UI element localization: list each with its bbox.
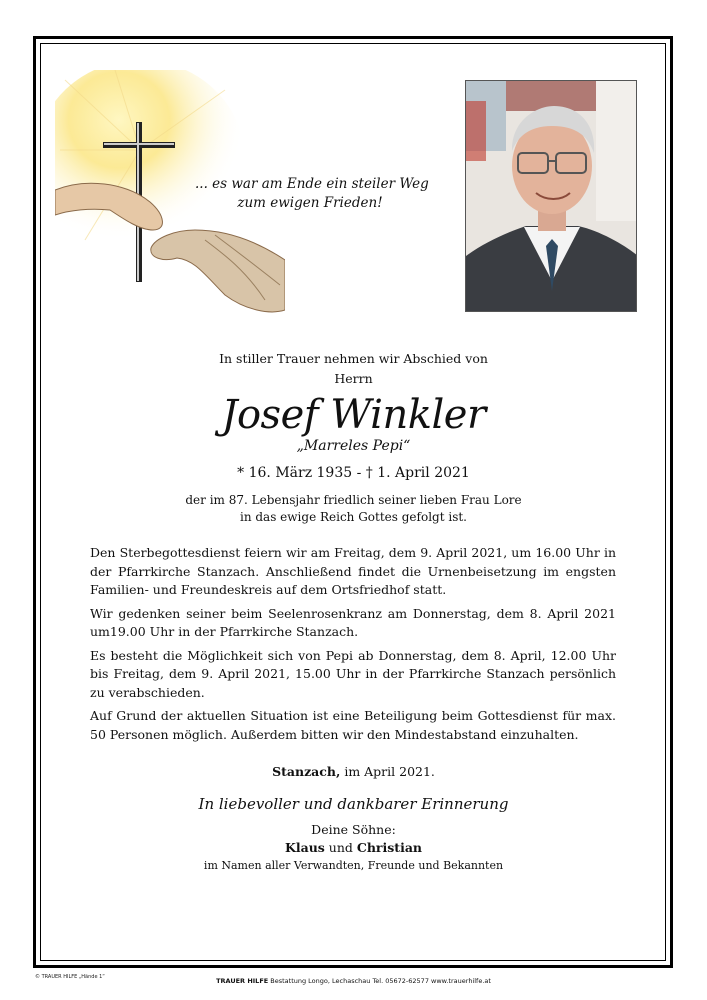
motto-line-2: zum ewigen Frieden!	[237, 195, 383, 211]
portrait-photo	[465, 80, 637, 312]
motto	[195, 175, 429, 213]
life-dates: * 16. März 1935 - † 1. April 2021	[237, 465, 470, 481]
intro-line: In stiller Trauer nehmen wir Abschied von	[219, 351, 488, 366]
salutation: Herrn	[334, 371, 373, 386]
announcement-body	[90, 544, 616, 749]
copyright-note: © TRAUER HILFE „Hände 1“	[35, 974, 105, 980]
footer-contact: Bestattung Longo, Lechaschau Tel. 05672-62577 www.trauerhilfe.at	[268, 977, 491, 985]
date: im April 2021.	[340, 764, 435, 779]
son-1: Klaus	[284, 840, 325, 855]
tribute-line-2: in das ewige Reich Gottes gefolgt ist.	[239, 510, 467, 524]
farewell-paragraph: Es besteht die Möglichkeit sich von Pepi ab Donnerstag, dem 8. April, 12.00 Uhr bis Freitag, dem 9. April 2021, 15.00 Uhr in der Pfarrkirche Stanzach persönlich zu verabschieden.	[90, 647, 616, 700]
and-word: und	[324, 840, 357, 855]
tribute-line-1: der im 87. Lebensjahr friedlich seiner lieben Frau Lore	[185, 493, 522, 507]
attendance-notice-paragraph: Auf Grund der aktuellen Situation ist eine Beteiligung beim Gottesdienst für max. 50 Personen möglich. Außerdem bitten wir den Mindestabstand einzuhalten.	[90, 708, 616, 742]
intro	[60, 349, 647, 389]
relatives-line: im Namen aller Verwandten, Freunde und Bekannten	[203, 859, 504, 872]
footer-brand: TRAUER HILFE	[216, 977, 269, 985]
place: Stanzach,	[272, 764, 341, 779]
sons-names	[60, 840, 647, 855]
deceased-name: Josef Winkler	[221, 392, 486, 438]
funeral-service-paragraph: Den Sterbegottesdienst feiern wir am Freitag, dem 9. April 2021, um 16.00 Uhr in der Pfarrkirche Stanzach. Anschließend findet die Urnenbeisetzung im engsten Familien- und Freundeskreis auf dem Ortsfriedhof statt.	[90, 545, 616, 597]
place-date	[60, 764, 647, 779]
remembrance-line: In liebevoller und dankbarer Erinnerung	[198, 795, 509, 813]
sons-label: Deine Söhne:	[311, 822, 396, 837]
footer	[0, 977, 707, 985]
motto-line-1: ... es war am Ende ein steiler Weg	[195, 176, 429, 192]
son-2: Christian	[356, 840, 423, 855]
tribute	[60, 492, 647, 526]
rosary-paragraph: Wir gedenken seiner beim Seelenrosenkranz am Donnerstag, dem 8. April 2021 um19.00 Uhr in der Pfarrkirche Stanzach.	[90, 605, 616, 639]
deceased-nickname: „Marreles Pepi“	[296, 438, 411, 454]
